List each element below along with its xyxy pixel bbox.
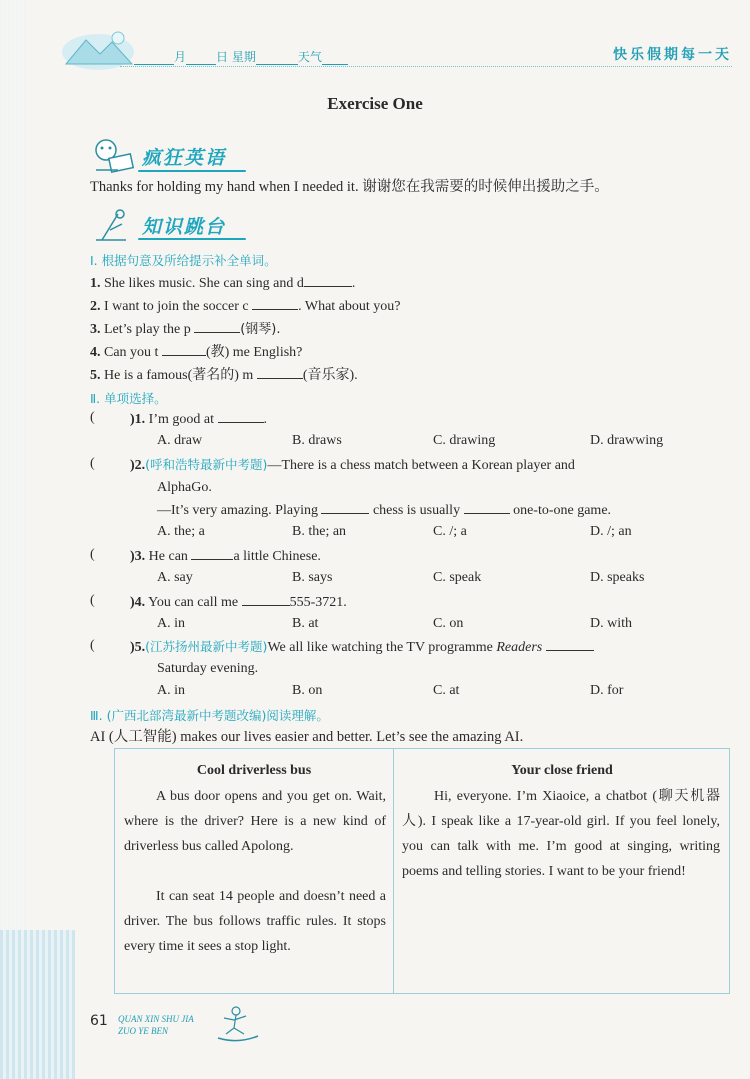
option-d: D. with bbox=[590, 616, 632, 631]
part1-item-3: 3. Let’s play the p (钢琴). bbox=[90, 322, 281, 337]
knowledge-heading: 知识跳台 bbox=[142, 216, 227, 238]
option-a: A. draw bbox=[157, 433, 203, 448]
part3-label: Ⅲ. (广西北部湾最新中考题改编)阅读理解。 bbox=[90, 708, 329, 723]
page-number: 61 bbox=[90, 1013, 108, 1029]
option-b: B. the; an bbox=[292, 524, 347, 539]
option-a: A. in bbox=[157, 616, 185, 631]
option-d: D. speaks bbox=[590, 570, 645, 585]
skateboarder-icon bbox=[212, 1004, 264, 1046]
answer-paren: ( bbox=[90, 593, 95, 608]
option-c: C. speak bbox=[433, 570, 482, 585]
brand-text: 快乐假期每一天 bbox=[613, 47, 732, 63]
question-2: )2.(呼和浩特最新中考题)—There is a chess match between a Korean player and bbox=[130, 457, 575, 473]
option-c: C. on bbox=[433, 616, 464, 631]
option-c: C. /; a bbox=[433, 524, 467, 539]
header-date-line bbox=[134, 48, 348, 65]
option-d: D. /; an bbox=[590, 524, 632, 539]
day-week-label: 日 星期 bbox=[216, 50, 256, 64]
answer-paren: ( bbox=[90, 410, 95, 425]
part1-item-5: 5. He is a famous(著名的) m (音乐家). bbox=[90, 368, 358, 383]
heading-underline bbox=[138, 238, 246, 240]
question-3: )3. He can a little Chinese. bbox=[130, 549, 321, 564]
question-2-line2: —It’s very amazing. Playing chess is usually one-to-one game. bbox=[157, 503, 612, 518]
answer-paren: ( bbox=[90, 456, 95, 471]
option-c: C. drawing bbox=[433, 433, 496, 448]
option-b: B. at bbox=[292, 616, 319, 631]
left-passage-title: Cool driverless bus bbox=[196, 763, 312, 778]
month-label: 月 bbox=[174, 50, 187, 64]
part1-item-2: 2. I want to join the soccer c . What about you? bbox=[90, 299, 401, 314]
option-a: A. in bbox=[157, 683, 185, 698]
option-b: B. draws bbox=[292, 433, 342, 448]
answer-paren: ( bbox=[90, 547, 95, 562]
question-5-cont: Saturday evening. bbox=[157, 661, 259, 676]
option-b: B. says bbox=[292, 570, 333, 585]
page-title: Exercise One bbox=[327, 94, 423, 113]
question-5: )5.(江苏扬州最新中考题)We all like watching the TV programme Readers bbox=[130, 638, 594, 657]
part1-item-1: 1. She likes music. She can sing and d . bbox=[90, 276, 356, 291]
option-d: D. drawwing bbox=[590, 433, 664, 448]
weather-label: 天气 bbox=[297, 50, 322, 64]
right-passage-title: Your close friend bbox=[511, 763, 613, 778]
part1-item-4: 4. Can you t (教) me English? bbox=[90, 345, 303, 360]
right-passage-para-1: Hi, everyone. I’m Xiaoice, a chatbot (聊天机器人). I speak like a 17-year-old girl. If you feel lonely, you can talk with me. I’m good at singing, writing poems and telling stories. I want to be your friend! bbox=[402, 789, 720, 879]
option-a: A. say bbox=[157, 570, 193, 585]
motto-sentence: Thanks for holding my hand when I needed it. 谢谢您在我需要的时候伸出援助之手。 bbox=[90, 179, 609, 195]
springboard-icon bbox=[92, 206, 132, 244]
option-a: A. the; a bbox=[157, 524, 205, 539]
left-passage-para-2: It can seat 14 people and doesn’t need a driver. The bus follows traffic rules. It stops every time it sees a stop light. bbox=[124, 889, 386, 954]
table-divider bbox=[393, 748, 394, 994]
part1-label: Ⅰ. 根据句意及所给提示补全单词。 bbox=[90, 253, 277, 268]
part3-intro: AI (人工智能) makes our lives easier and better. Let’s see the amazing AI. bbox=[90, 729, 524, 745]
question-2-cont: AlphaGo. bbox=[157, 480, 212, 495]
margin-decoration bbox=[0, 0, 28, 1079]
heading-underline bbox=[138, 170, 246, 172]
question-4: )4. You can call me 555-3721. bbox=[130, 595, 347, 610]
answer-paren: ( bbox=[90, 638, 95, 653]
option-d: D. for bbox=[590, 683, 624, 698]
option-c: C. at bbox=[433, 683, 460, 698]
margin-decoration-bottom bbox=[0, 930, 75, 1079]
question-1: )1. I’m good at . bbox=[130, 412, 267, 427]
mountain-cloud-icon bbox=[60, 24, 138, 72]
footer-line-2: ZUO YE BEN bbox=[118, 1026, 169, 1036]
option-b: B. on bbox=[292, 683, 323, 698]
footer-line-1: QUAN XIN SHU JIA bbox=[118, 1014, 194, 1024]
left-passage-para-1: A bus door opens and you get on. Wait, where is the driver? Here is a new kind of driverless bus called Apolong. bbox=[124, 789, 386, 854]
cartoon-reader-icon bbox=[88, 136, 136, 174]
header-divider bbox=[120, 66, 732, 67]
part2-label: Ⅱ. 单项选择。 bbox=[90, 391, 167, 406]
crazy-english-heading: 疯狂英语 bbox=[142, 147, 227, 169]
